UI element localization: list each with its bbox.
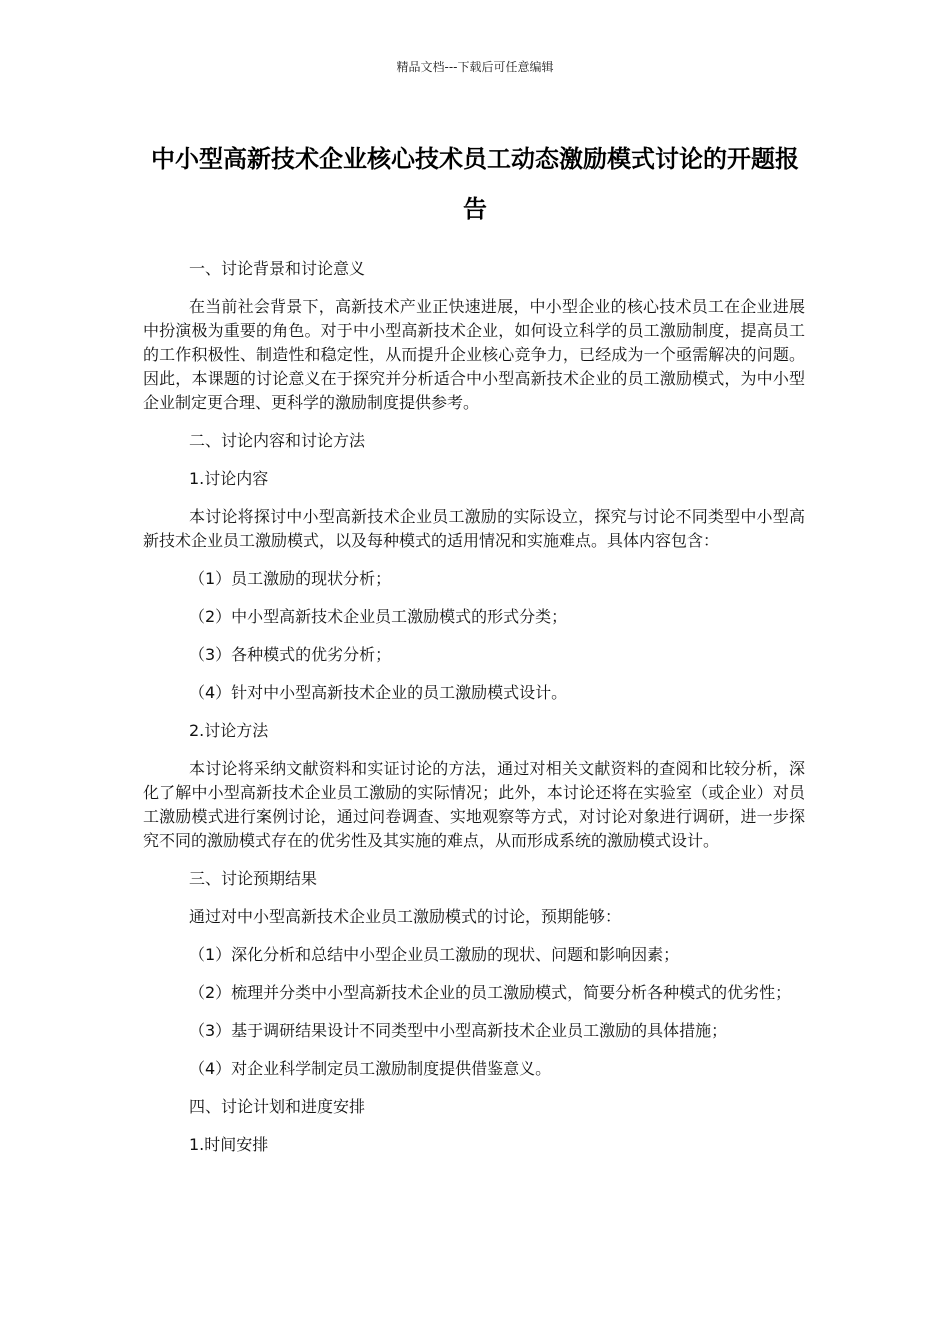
- document-body: [143, 257, 805, 1171]
- subheading-time-schedule: 1.时间安排: [189, 1135, 269, 1154]
- section-heading-content-method: 二、讨论内容和讨论方法: [189, 431, 366, 450]
- result-list-item: （1）深化分析和总结中小型企业员工激励的现状、问题和影响因素；: [189, 945, 680, 964]
- content-paragraph: 本讨论将探讨中小型高新技术企业员工激励的实际设立，探究与讨论不同类型中小型高新技术企业员工激励模式，以及每种模式的适用情况和实施难点。具体内容包含：: [143, 507, 805, 550]
- content-list-item: （3）各种模式的优劣分析；: [189, 645, 392, 664]
- document-title: 中小型高新技术企业核心技术员工动态激励模式讨论的开题报告: [151, 145, 799, 223]
- section-heading-plan-schedule: 四、讨论计划和进度安排: [189, 1097, 366, 1116]
- result-list-item: （4）对企业科学制定员工激励制度提供借鉴意义。: [189, 1059, 552, 1078]
- subheading-method: 2.讨论方法: [189, 721, 269, 740]
- result-list-item: （2）梳理并分类中小型高新技术企业的员工激励模式，简要分析各种模式的优劣性；: [189, 983, 792, 1002]
- section-heading-background: 一、讨论背景和讨论意义: [189, 259, 366, 278]
- section-heading-expected-results: 三、讨论预期结果: [189, 869, 318, 888]
- content-list-item: （4）针对中小型高新技术企业的员工激励模式设计。: [189, 683, 568, 702]
- method-paragraph: 本讨论将采纳文献资料和实证讨论的方法，通过对相关文献资料的查阅和比较分析，深化了解中小型高新技术企业员工激励的实际情况；此外，本讨论还将在实验室（或企业）对员工激励模式进行案例讨论，通过问卷调查、实地观察等方式，对讨论对象进行调研，进一步探究不同的激励模式存在的优劣性及其实施的难点，从而形成系统的激励模式设计。: [143, 759, 805, 850]
- expected-results-intro: 通过对中小型高新技术企业员工激励模式的讨论，预期能够：: [189, 907, 622, 926]
- content-list-item: （1）员工激励的现状分析；: [189, 569, 392, 588]
- header-note: 精品文档---下载后可任意编辑: [396, 60, 554, 74]
- background-paragraph: 在当前社会背景下，高新技术产业正快速进展，中小型企业的核心技术员工在企业进展中扮演极为重要的角色。对于中小型高新技术企业，如何设立科学的员工激励制度，提高员工的工作积极性、制造性和稳定性，从而提升企业核心竞争力，已经成为一个亟需解决的问题。因此，本课题的讨论意义在于探究并分析适合中小型高新技术企业的员工激励模式，为中小型企业制定更合理、更科学的激励制度提供参考。: [143, 297, 805, 412]
- content-list-item: （2）中小型高新技术企业员工激励模式的形式分类；: [189, 607, 568, 626]
- subheading-content: 1.讨论内容: [189, 469, 269, 488]
- result-list-item: （3）基于调研结果设计不同类型中小型高新技术企业员工激励的具体措施；: [189, 1021, 728, 1040]
